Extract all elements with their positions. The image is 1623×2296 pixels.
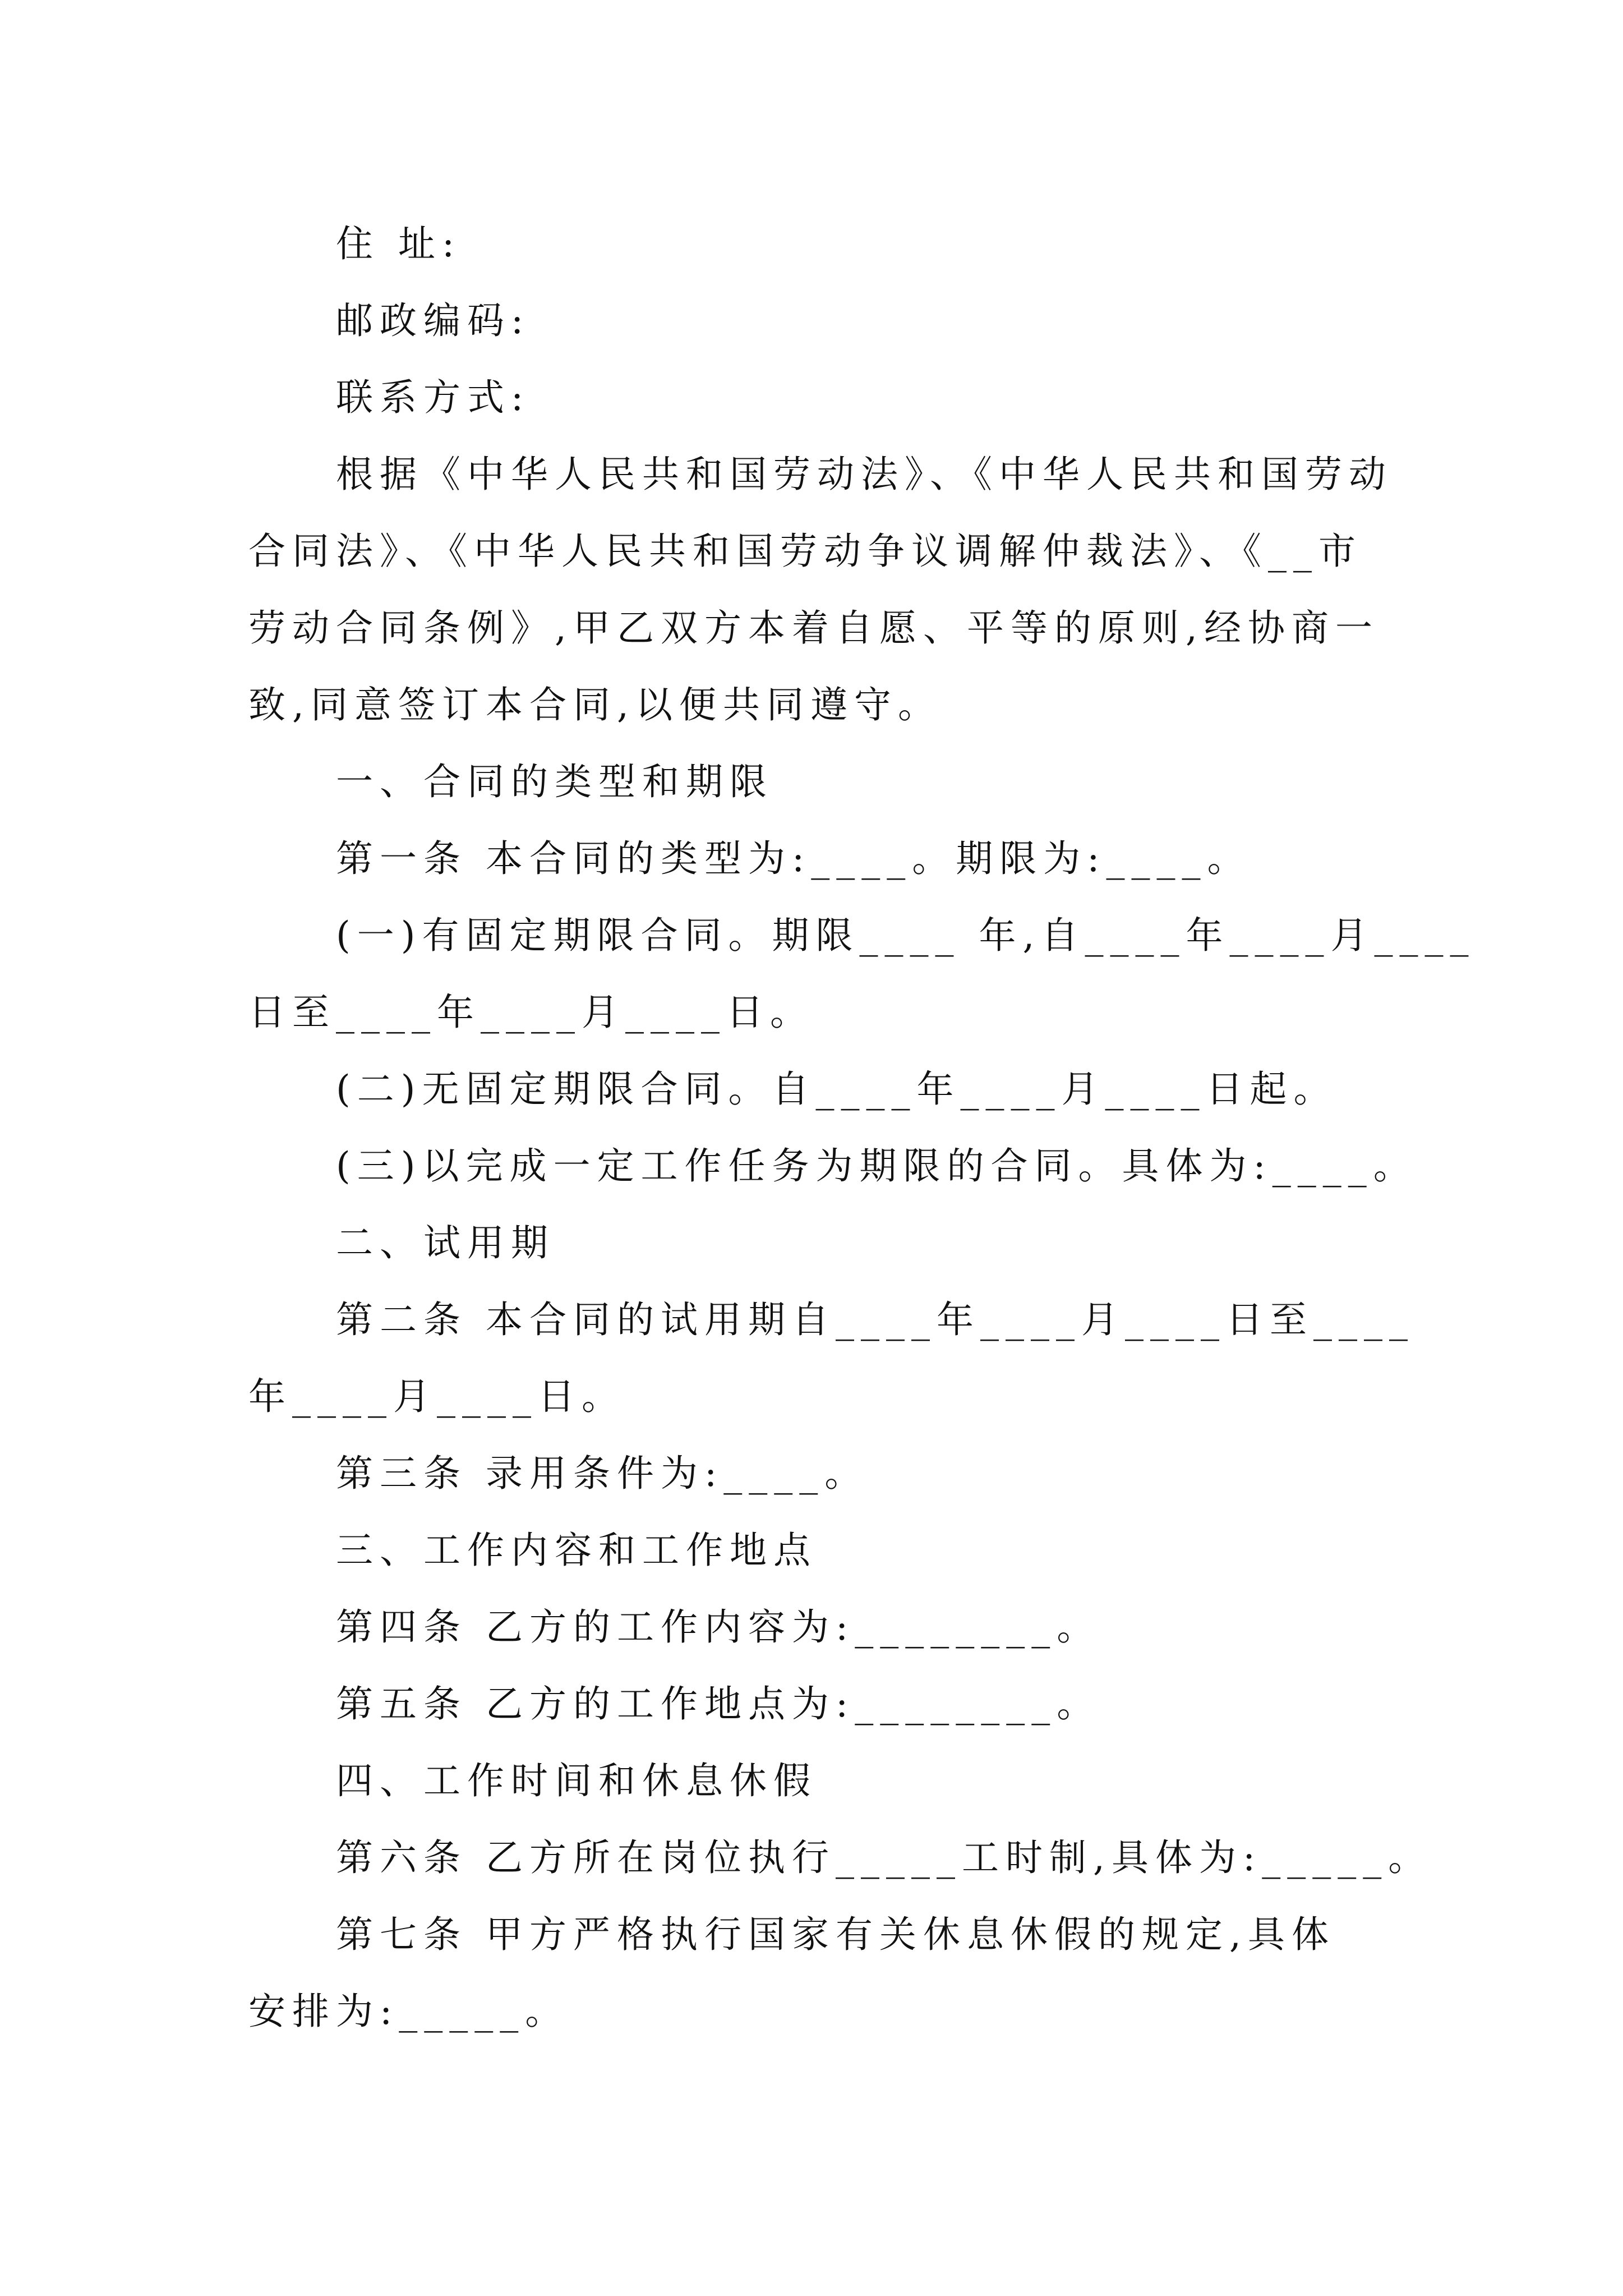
fixed-term-line-2: 日至____年____月____日。 — [248, 991, 814, 1034]
article-2-line-2: 年____月____日。 — [248, 1375, 625, 1418]
open-term: (二)无固定期限合同。自____年____月____日起。 — [336, 1068, 1338, 1111]
address-label: 住 址: — [336, 222, 462, 265]
article-2-line-1: 第二条 本合同的试用期自____年____月____日至____ — [336, 1298, 1414, 1341]
preamble-line-4: 致,同意签订本合同,以便共同遵守。 — [248, 683, 942, 726]
fixed-term-line-1: (一)有固定期限合同。期限____ 年,自____年____月____ — [336, 914, 1476, 957]
task-based-term: (三)以完成一定工作任务为期限的合同。具体为:____。 — [336, 1144, 1417, 1188]
article-4: 第四条 乙方的工作内容为:________。 — [336, 1605, 1101, 1649]
article-7-line-2: 安排为:_____。 — [248, 1990, 569, 2033]
article-3: 第三条 录用条件为:____。 — [336, 1452, 869, 1495]
contact-label: 联系方式: — [336, 376, 531, 419]
document-page — [248, 216, 1476, 2060]
article-7-line-1: 第七条 甲方严格执行国家有关休息休假的规定,具体 — [336, 1913, 1335, 1956]
article-5: 第五条 乙方的工作地点为:________。 — [336, 1682, 1101, 1726]
preamble-line-1: 根据《中华人民共和国劳动法》、《中华人民共和国劳动 — [336, 453, 1393, 496]
section-2-heading: 二、试用期 — [336, 1221, 555, 1264]
section-4-heading: 四、工作时间和休息休假 — [336, 1759, 817, 1802]
section-3-heading: 三、工作内容和工作地点 — [336, 1529, 817, 1572]
article-6: 第六条 乙方所在岗位执行_____工时制,具体为:_____。 — [336, 1836, 1432, 1879]
postal-code-label: 邮政编码: — [336, 299, 531, 342]
preamble-line-2: 合同法》、《中华人民共和国劳动争议调解仲裁法》、《__市 — [248, 530, 1362, 573]
preamble-line-3: 劳动合同条例》,甲乙双方本着自愿、平等的原则,经协商一 — [248, 606, 1379, 650]
article-1: 第一条 本合同的类型为:____。期限为:____。 — [336, 837, 1251, 880]
section-1-heading: 一、合同的类型和期限 — [336, 760, 773, 803]
